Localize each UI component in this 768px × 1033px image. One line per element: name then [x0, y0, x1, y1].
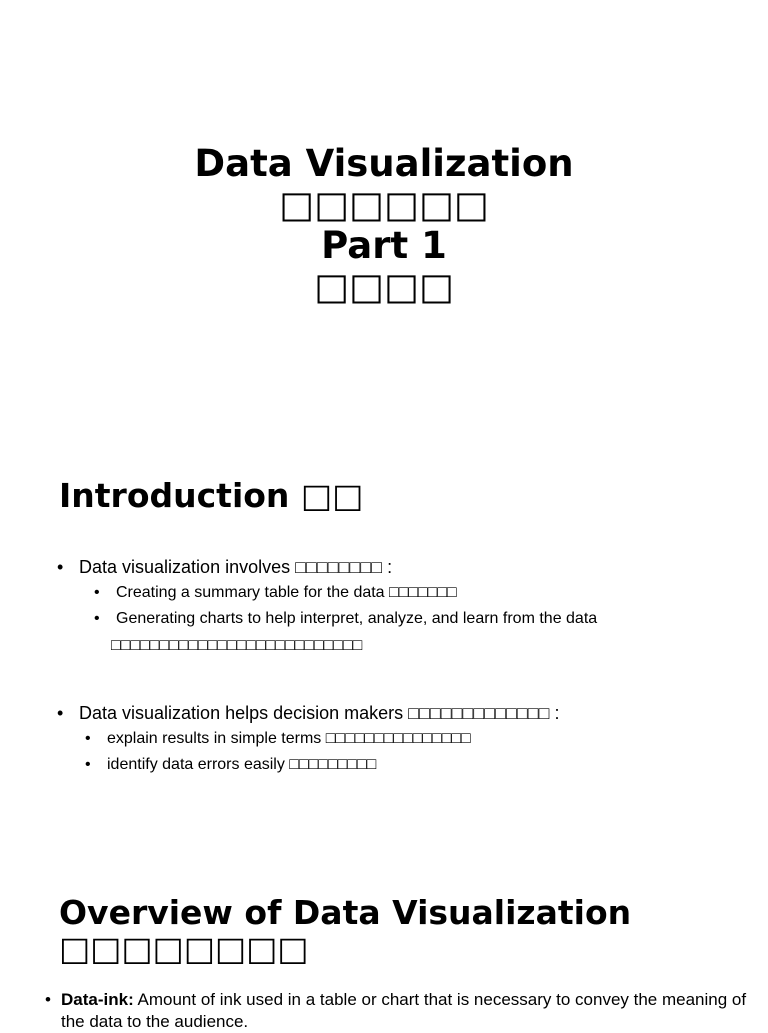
list-item	[94, 583, 457, 603]
bullet-text: Creating a summary table for the data □□□□□□□	[116, 584, 457, 601]
overview-heading-chinese: □□□□□□□□	[59, 929, 309, 968]
part-english: Part 1	[321, 224, 447, 267]
list-item	[57, 556, 393, 578]
list-item	[94, 609, 598, 629]
bullet-text: identify data errors easily □□□□□□□□□	[107, 756, 377, 773]
bullet-icon: •	[57, 557, 64, 577]
list-item	[85, 729, 471, 749]
title-slide	[0, 143, 768, 307]
bullet-icon: •	[94, 610, 100, 627]
title-english: Data Visualization	[194, 142, 574, 185]
bullet-icon: •	[85, 756, 91, 773]
overview-heading-english: Overview of Data Visualization	[59, 893, 632, 932]
introduction-heading: Introduction □□	[59, 476, 364, 515]
bullet-icon: •	[94, 584, 100, 601]
bullet-icon: •	[57, 703, 64, 723]
bullet-text: explain results in simple terms □□□□□□□□□□□□□□□	[107, 730, 471, 747]
bullet-text: Data visualization involves □□□□□□□□ :	[79, 557, 393, 577]
list-item	[57, 702, 560, 724]
list-item	[85, 755, 377, 775]
title-chinese: □□□□□□	[279, 183, 489, 226]
bullet-continuation: □□□□□□□□□□□□□□□□□□□□□□□□□□	[111, 637, 363, 654]
list-item	[45, 989, 751, 1033]
part-chinese: □□□□	[314, 265, 454, 308]
bullet-text: Generating charts to help interpret, analyze, and learn from the data	[116, 610, 598, 627]
bullet-text: Data visualization helps decision makers □□□□□□□□□□□□□ :	[79, 703, 560, 723]
bullet-icon: •	[85, 730, 91, 747]
bullet-icon: •	[45, 990, 51, 1009]
overview-heading	[59, 895, 631, 967]
definition-text: Amount of ink used in a table or chart that is necessary to convey the meaning of the data to the audience.	[61, 990, 747, 1031]
definition-term: Data-ink:	[61, 990, 134, 1009]
